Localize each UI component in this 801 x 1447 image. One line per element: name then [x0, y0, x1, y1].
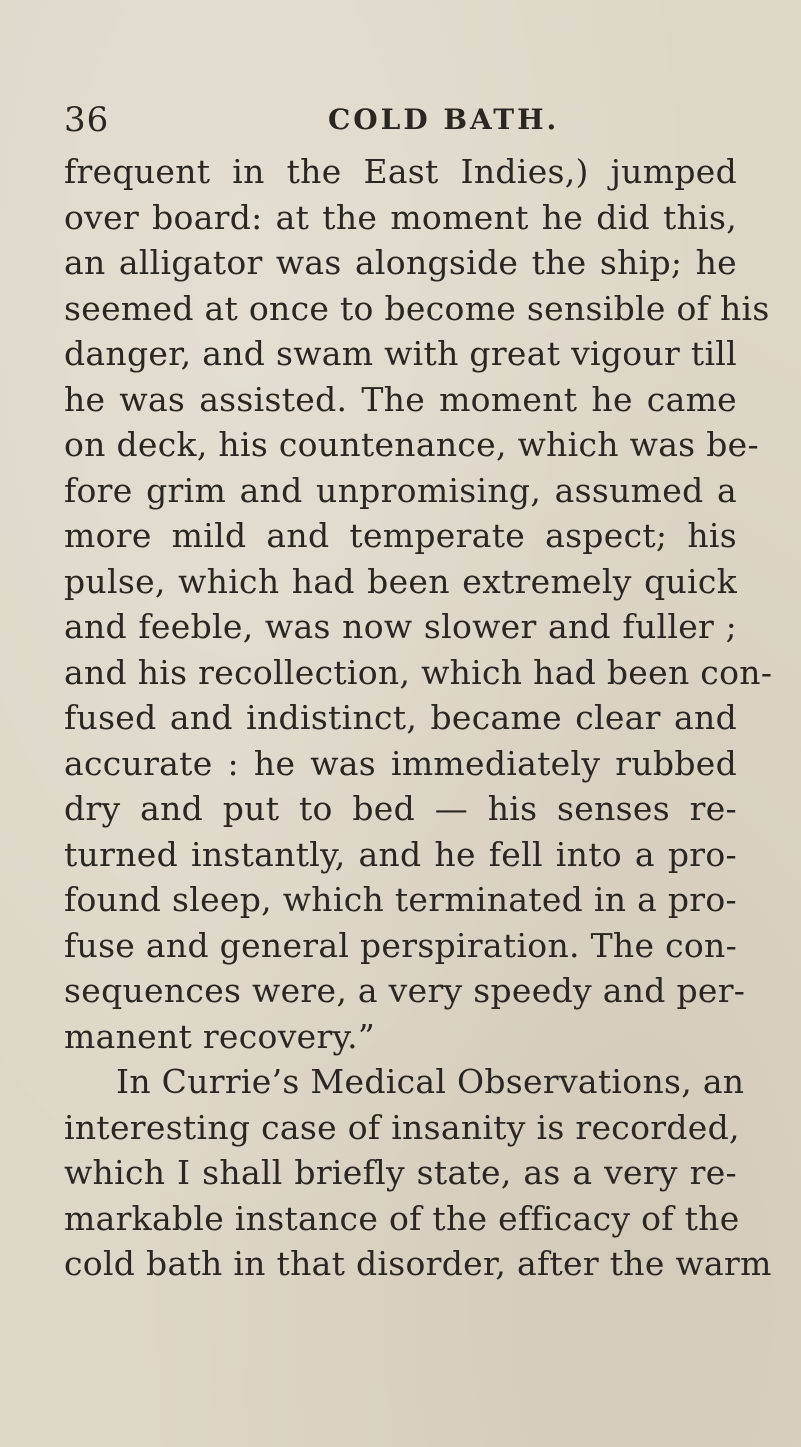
text-line: fuse and general perspiration. The con- — [64, 925, 738, 965]
text-line: more mild and temperate aspect; his — [64, 516, 737, 555]
text-line: fore grim and unpromising, assumed a — [64, 470, 737, 510]
text-line: dry and put to bed — his senses re- — [64, 789, 737, 828]
text-line: and feeble, was now slower and fuller ; — [64, 607, 737, 646]
text-line: and his recollection, which had been con- — [64, 652, 773, 692]
text-line: fused and indistinct, became clear and — [64, 698, 737, 737]
text-line: pulse, which had been extremely quick — [64, 561, 737, 601]
text-line: found sleep, which terminated in a pro- — [64, 880, 737, 919]
paragraph-first-line: In Currie’s Medical Observations, an — [116, 1062, 745, 1101]
text-line: over board: at the moment he did this, — [64, 197, 737, 237]
running-title: COLD BATH. — [328, 103, 560, 136]
running-head — [64, 96, 744, 144]
text-line: markable instance of the efficacy of the — [64, 1198, 740, 1238]
text-line: frequent in the East Indies,) jumped — [64, 152, 737, 191]
text-line: danger, and swam with great vigour till — [64, 334, 738, 373]
text-line: accurate : he was immediately rubbed — [64, 743, 737, 783]
text-line: he was assisted. The moment he came — [64, 379, 737, 419]
page-number: 36 — [64, 100, 110, 140]
text-line: an alligator was alongside the ship; he — [64, 243, 737, 282]
text-line: turned instantly, and he fell into a pro- — [64, 834, 737, 874]
text-line: sequences were, a very speedy and per- — [64, 971, 746, 1010]
text-line: interesting case of insanity is recorded, — [64, 1107, 740, 1147]
text-line: which I shall briefly state, as a very re- — [64, 1153, 737, 1192]
text-line: cold bath in that disorder, after the warm — [64, 1244, 772, 1283]
text-line: manent recovery.” — [64, 1016, 376, 1056]
text-line: seemed at once to become sensible of his — [64, 288, 770, 328]
text-line: on deck, his countenance, which was be- — [64, 425, 759, 464]
